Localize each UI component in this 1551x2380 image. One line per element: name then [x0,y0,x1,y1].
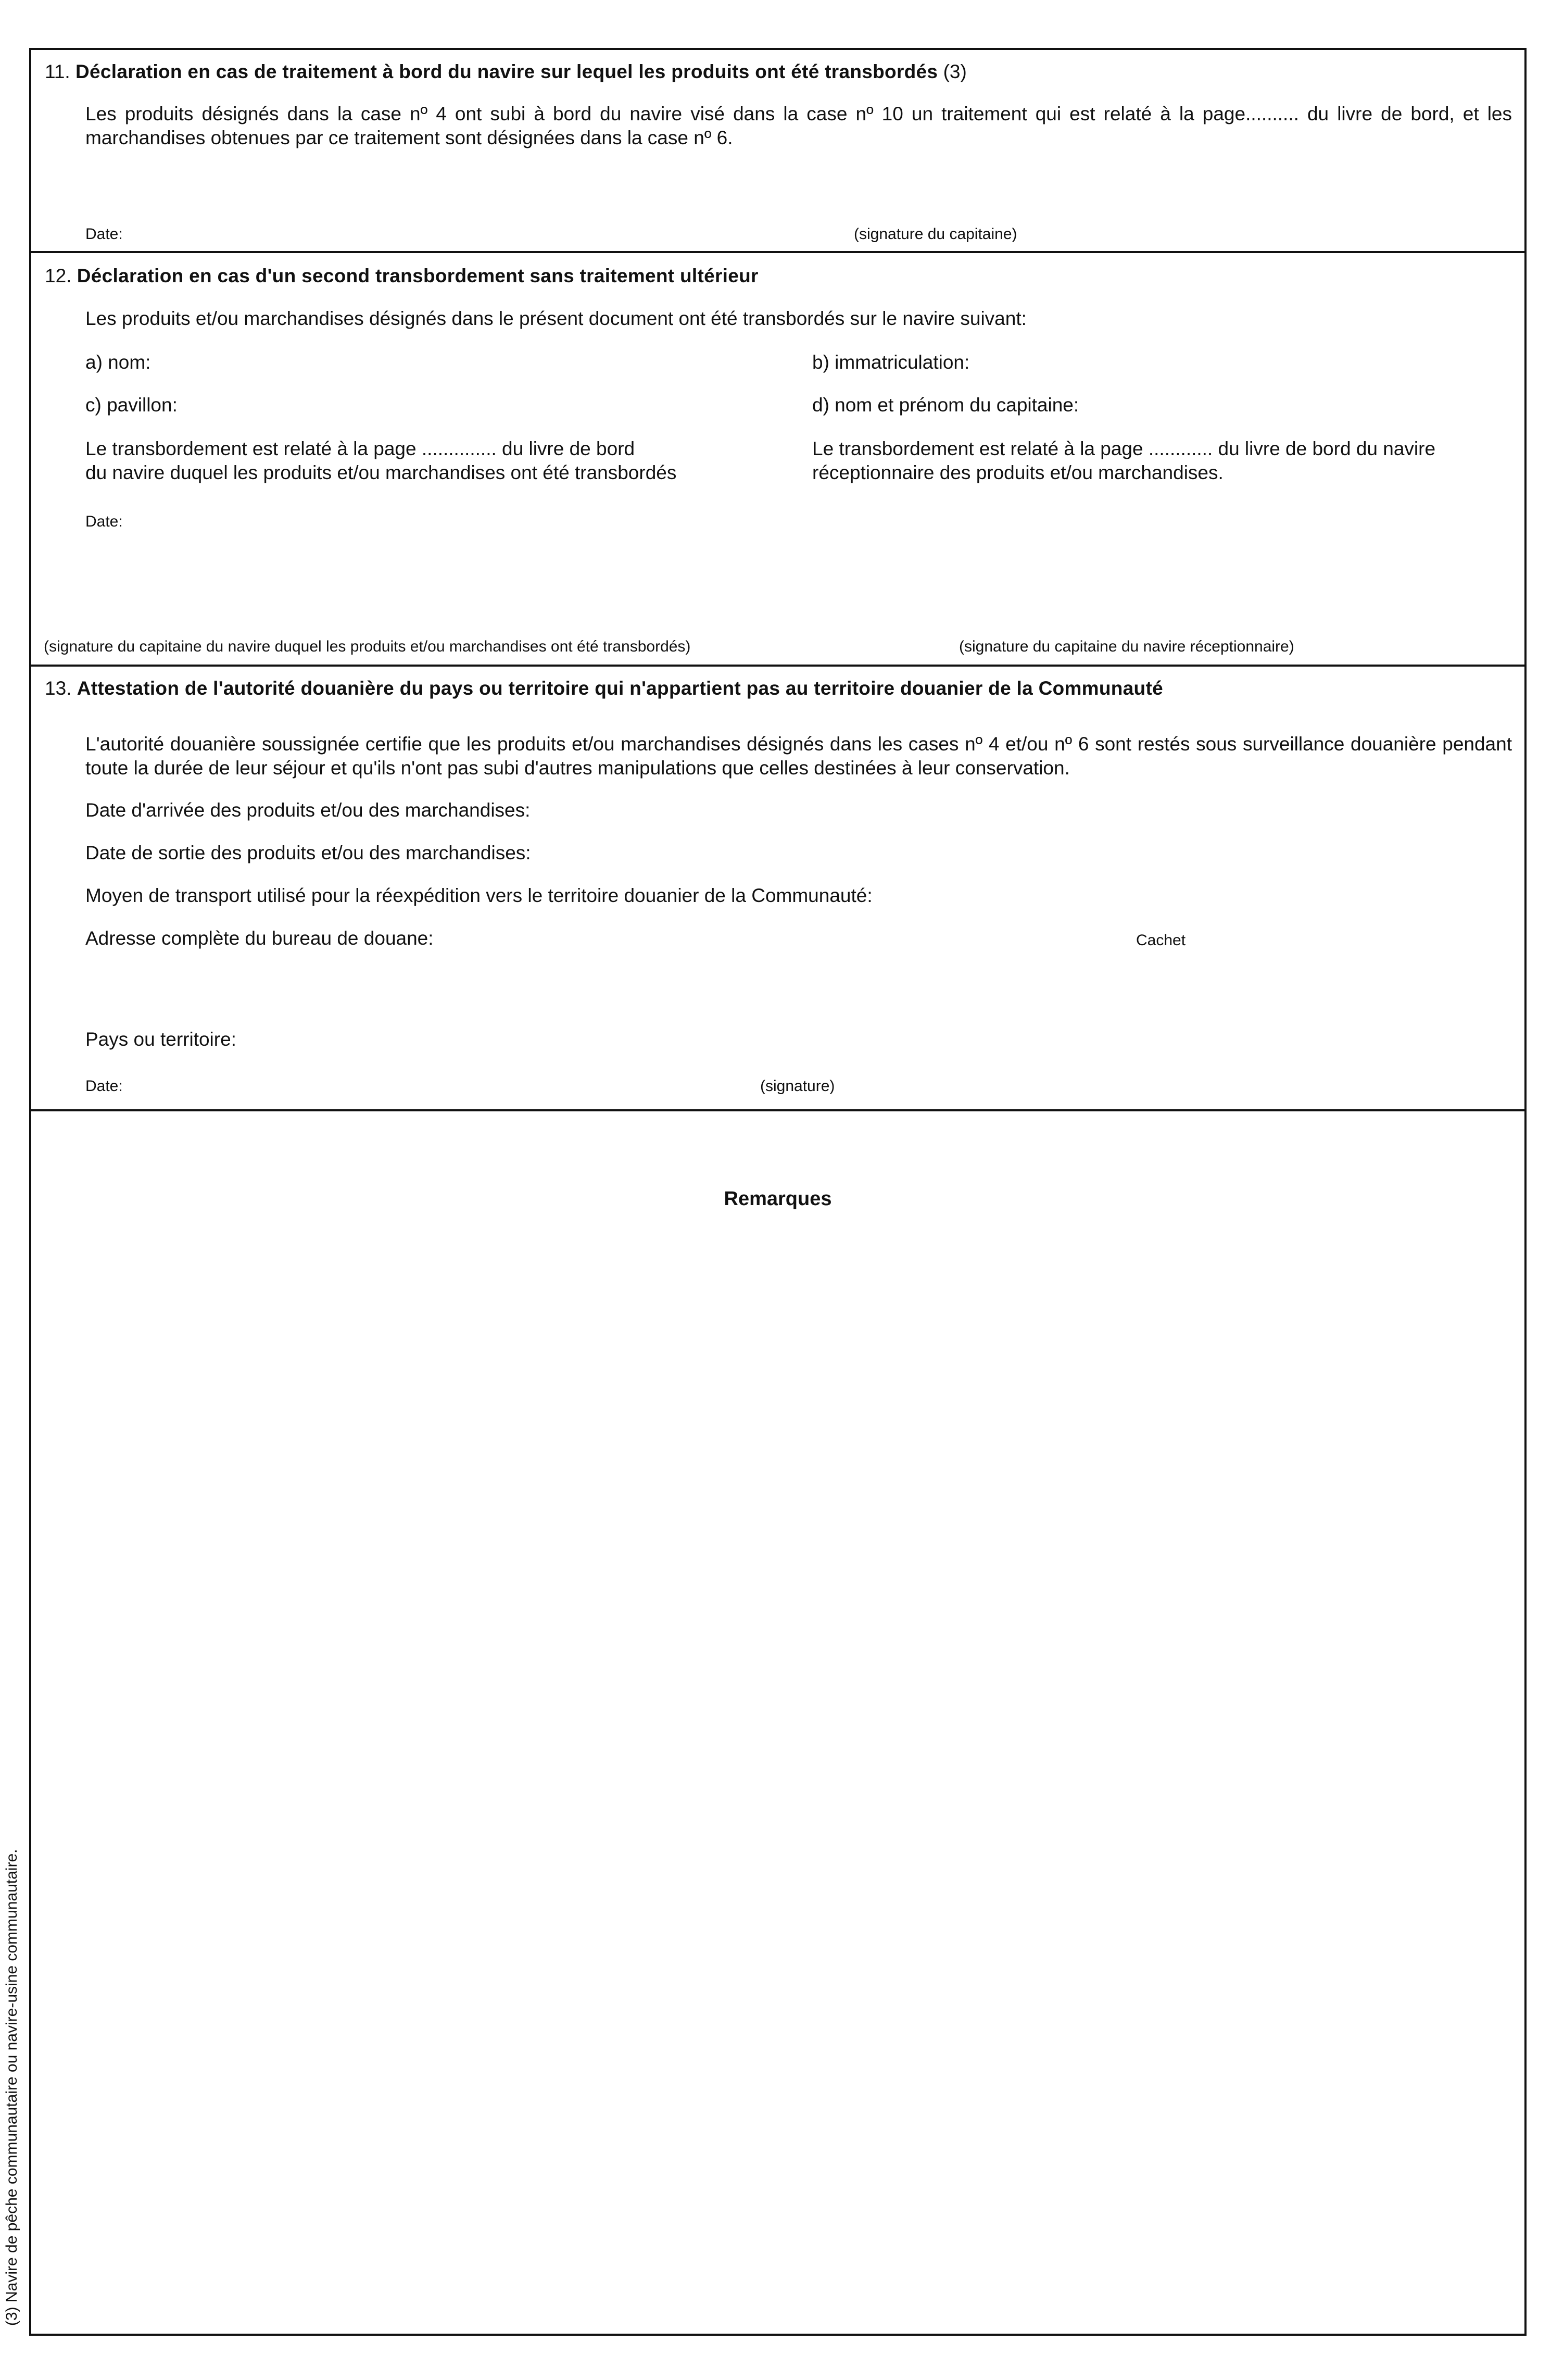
field-name-label: a) nom: [85,352,151,373]
section-11-number: 11. [45,61,70,82]
customs-office-address-label: Adresse complète du bureau de douane: [85,928,434,949]
footnote [2,1805,22,2326]
left-logbook-note-line1: Le transbordement est relaté à la page .............. du livre de bord [85,438,635,459]
form-frame [29,48,1527,2336]
country-label: Pays ou territoire: [85,1029,236,1050]
footnote-ref: (3) [3,2307,20,2326]
section-12-number: 12. [45,265,72,286]
section-11-text: Les produits désignés dans la case nº 4 ont subi à bord du navire visé dans la case nº 10 un traitement qui est relaté à la page.......... du livre de bord, et les marchandises obtenues par ce traitement sont désignées dans la case nº 6. [85,103,1512,148]
section-13-text: L'autorité douanière soussignée certifie que les produits et/ou marchandises désignés dans les cases nº 4 et/ou nº 6 sont restés sous surveillance douanière pendant toute la durée de leur séjour et qu'ils n'ont pas subi d'autres manipulations que celles destinées à leur conservation. [85,733,1512,779]
section-13-title: Attestation de l'autorité douanière du pays ou territoire qui n'appartient pas au territoire douanier de la Communauté [77,678,1163,699]
right-logbook-note-line1: Le transbordement est relaté à la page ............ du livre de bord du navire [812,438,1436,459]
section-11 [31,50,1524,253]
exit-date-label: Date de sortie des produits et/ou des marchandises: [85,842,531,863]
section-11-heading [45,59,967,84]
left-logbook-note-line2: du navire duquel les produits et/ou marchandises ont été transbordés [85,462,677,483]
right-logbook-note-line2: réceptionnaire des produits et/ou marchandises. [812,462,1224,483]
section-12-intro: Les produits et/ou marchandises désignés dans le présent document ont été transbordés sur le navire suivant: [85,308,1027,329]
section-11-signature-label: (signature du capitaine) [854,226,1017,243]
remarks-title: Remarques [724,1188,832,1210]
arrival-date-label: Date d'arrivée des produits et/ou des marchandises: [85,799,531,821]
section-11-date-label: Date: [85,226,123,243]
transport-label: Moyen de transport utilisé pour la réexpédition vers le territoire douanier de la Communauté: [85,885,873,906]
section-13-signature-label: (signature) [760,1078,835,1095]
field-registration-label: b) immatriculation: [812,352,970,373]
section-12-signature-left: (signature du capitaine du navire duquel les produits et/ou marchandises ont été transbordés) [44,638,691,655]
field-captain-name-label: d) nom et prénom du capitaine: [812,394,1079,416]
section-12-signature-right: (signature du capitaine du navire réceptionnaire) [959,638,1294,655]
section-13 [31,667,1524,1111]
section-12-date-label: Date: [85,513,123,530]
section-12-title: Déclaration en cas d'un second transbordement sans traitement ultérieur [77,265,759,286]
section-12-heading [45,264,759,289]
section-11-title: Déclaration en cas de traitement à bord du navire sur lequel les produits ont été transbordés [75,61,938,82]
field-flag-label: c) pavillon: [85,394,178,416]
section-13-date-label: Date: [85,1078,123,1095]
section-13-heading [45,676,1163,701]
footnote-text: Navire de pêche communautaire ou navire-usine communautaire. [3,1849,20,2302]
section-12 [31,253,1524,667]
section-13-number: 13. [45,678,72,699]
stamp-label: Cachet [1136,932,1186,949]
remarks-area [31,1222,1524,2315]
section-11-footnote-ref: (3) [943,61,967,82]
